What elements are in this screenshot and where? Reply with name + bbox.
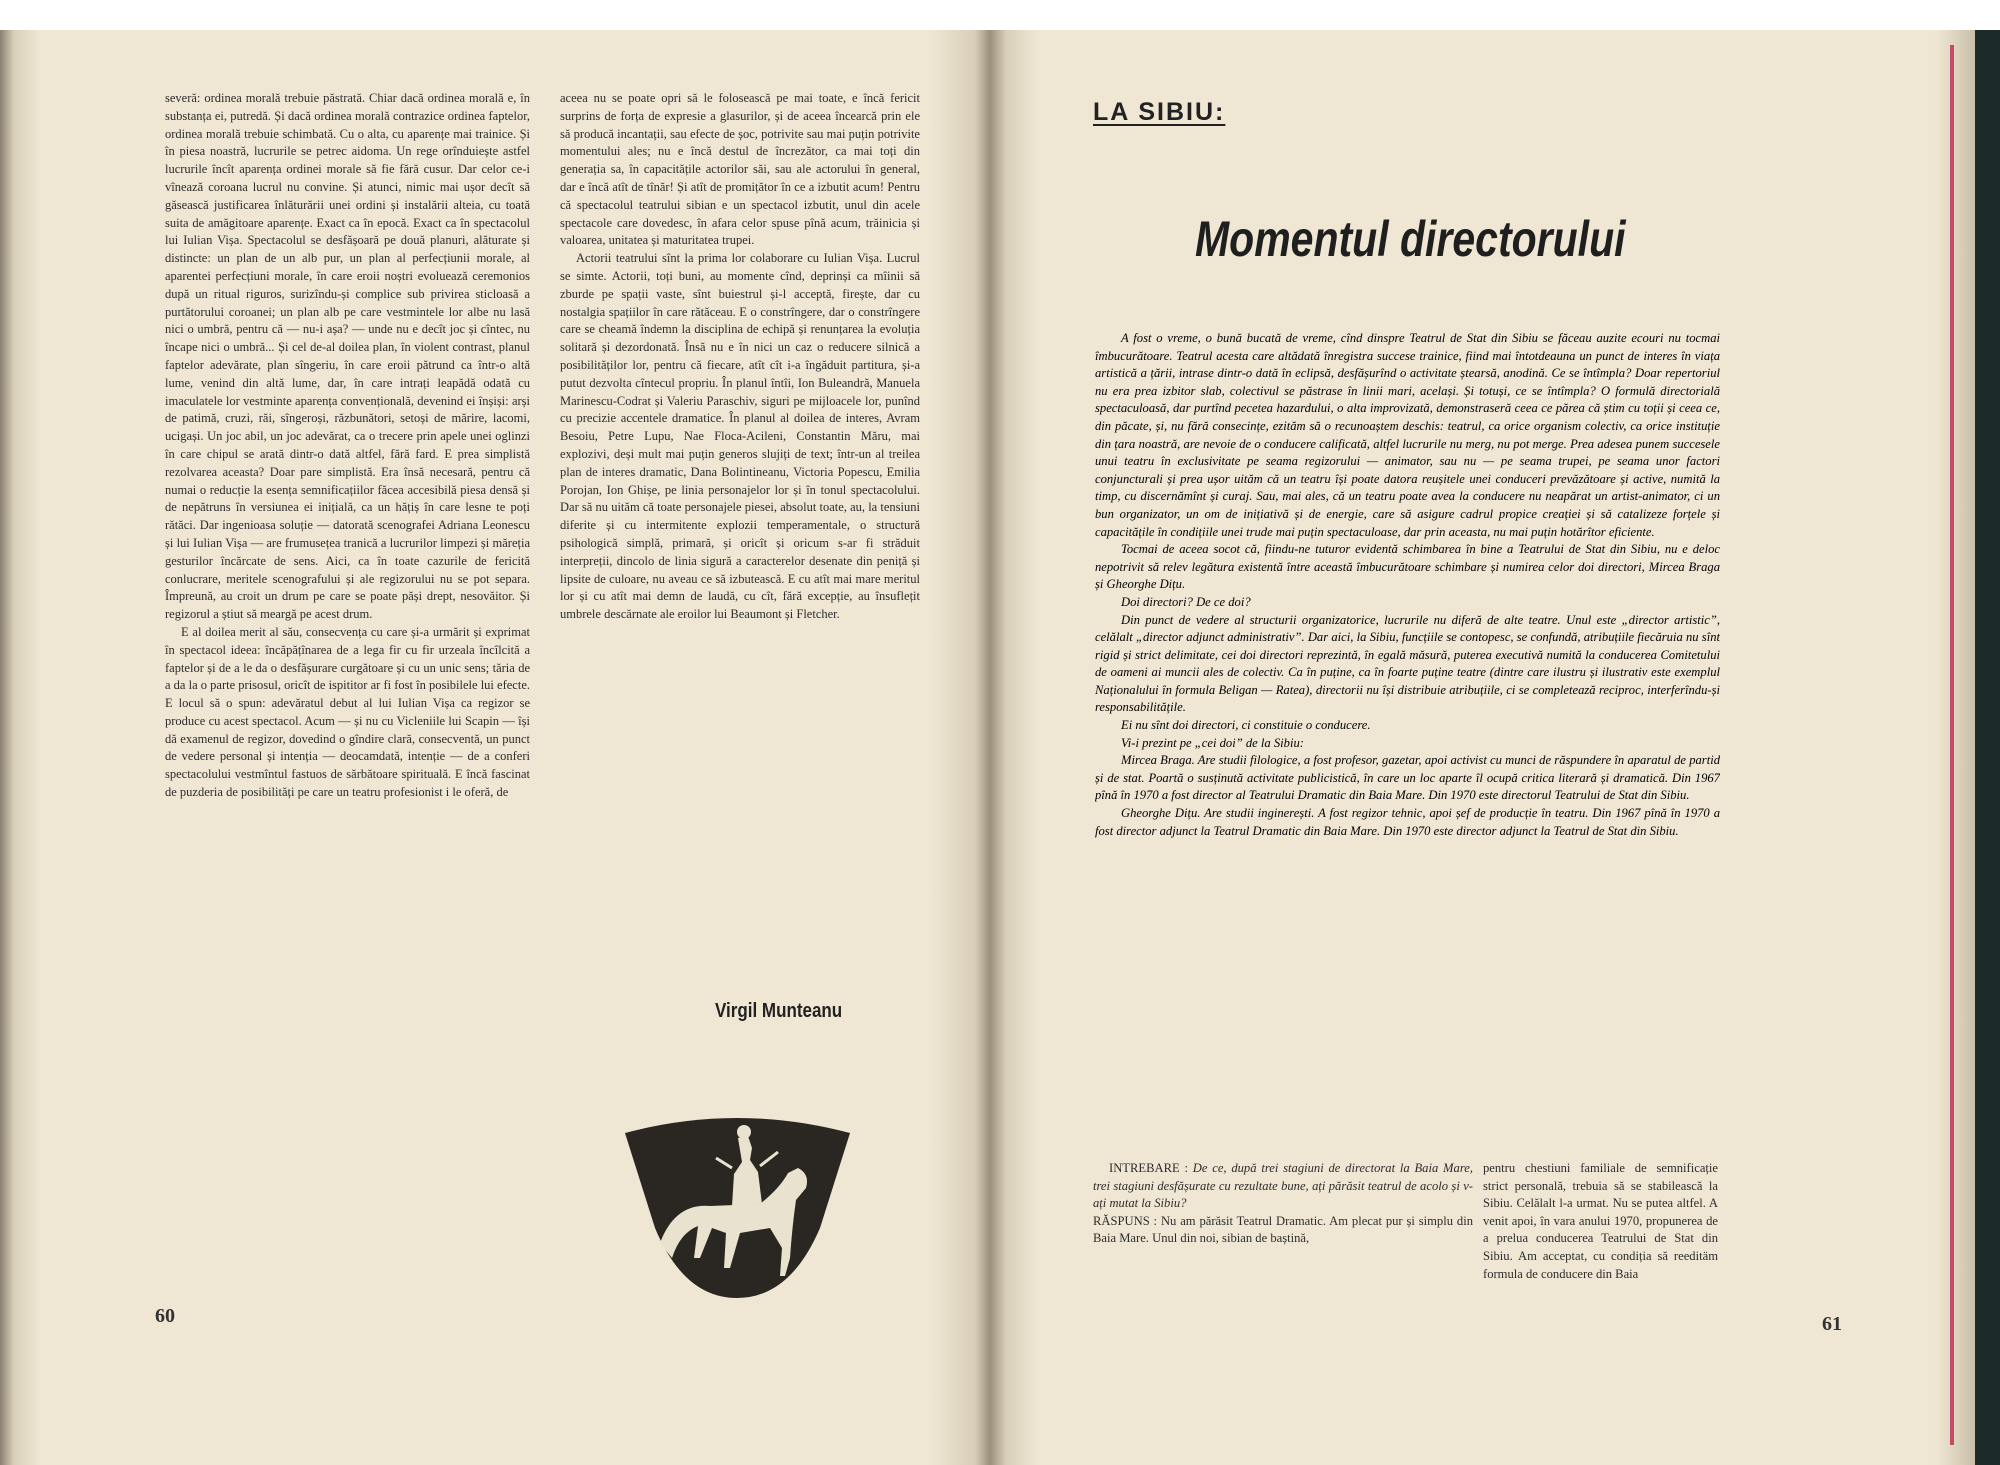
paragraph: Tocmai de aceea socot că, fiindu-ne tuturor evidentă schimbarea în bine a Teatrului de Stat din Sibiu, nu e deloc nepotrivit să relev legătura existentă între această îmbucurătoare schimbare și numirea celor doi directori, Mircea Braga și Gheorghe Dițu. [1095, 542, 1720, 592]
paragraph: Ei nu sînt doi directori, ci constituie o conducere. [1121, 718, 1371, 733]
section-title: LA SIBIU: [1093, 98, 1226, 126]
paragraph: A fost o vreme, o bună bucată de vreme, cînd dinspre Teatrul de Stat din Sibiu se făceau auzite ecouri nu tocmai îmbucurătoare. Teatrul acesta care altădată înregistra succese trainice, fiind mai întotdeauna un punct de interes în viața artistică a țării, intrase dintr-o dată în eclipsă, desfășurînd o activitate ștearsă, anodină. Ce se întîmpla? Doar repertoriul nu era prea izbitor slab, colectivul se păstrase în linii mari, același. Și totuși, ce se întîmpla? O formulă directorială spectaculoasă, dar purtînd pecetea hazardului, o alta improvizată, demonstraseră ceea ce părea că știm cu toții și ceea ce, din păcate, și, nu fără consecințe, ezităm să o recunoaștem deschis: teatrul, ca orice organism colectiv, ca orice instituție din țara noastră, are nevoie de o conducere calificată, altfel lucrurile nu merg, nu pot merge. Prea adesea punem succesele unui teatru în exclusivitate pe seama regizorului — animator, sau nu — pe seama trupei, pe seama unor factori conjuncturali și prea ușor uităm că un teatru își poate datora reușitele unei conduceri prevăzătoare și active, numită la timp, cu discernămînt și curaj. Sau, mai ales, că un teatru poate avea la conducere nu neapărat un artist-animator, ci un bun organizator, un om de inițiativă și de energie, care să asigure cadrul propice creației și să catalizeze forțele și capacitățile în condițiile unei trude mai puțin spectaculoase, dar prin aceasta, nu mai puțin hotărîtor eficiente. [1095, 331, 1720, 539]
background-top [0, 0, 2000, 30]
page-edge-marker [1950, 45, 1954, 1445]
answer-label: RĂSPUNS : [1093, 1213, 1158, 1228]
paragraph: severă: ordinea morală trebuie păstrată. Chiar dacă ordinea morală e, în substanța ei, putredă. Și dacă ordinea morală contrazice ordinea faptelor, ordinea morală trebuie schimbată. Cu o alta, cu aparențe mai trainice. Și în piesa noastră, lucrurile se petrec aidoma. Un rege orînduiește astfel lucrurile încît aparența ordinei morale să fie fără cusur. Dar celor ce-i vînează coroana lucrul nu convine. Și atunci, nimic mai ușor decît să găsească justificarea înlăturării unei ordini și instalării alteia, cu toată suita de amăgitoare aparențe. Exact ca în epocă. Exact ca în spectacolul lui Iulian Vișa. Spectacolul se desfășoară pe două planuri, alăturate și distincte: un plan de un alb pur, un plan al perfecțiunii morale, al aparentei perfecțiuni morale, în care eroii noștri evoluează ceremonios după un ritual riguros, surizîndu-și complice sub privirea sticloasă a purtătorului coroanei; un plan alb pe care vestmintele lor albe nu lasă nici o umbră, pentru că — nu-i așa? — unde nu e decît joc și cîntec, nu încape nici o umbră... Și cel de-al doilea plan, în violent contrast, planul faptelor adevărate, plan sîngeriu, în care eroii pătrund ca într-o altă lume, venind din altă lume, dar, în care intrați leapădă odată cu imaculatele lor vestminte aparența convențională, devenind ei înșiși: arși de patimă, cruzi, răi, sîngeroși, răzbunători, setoși de mărire, lacomi, ucigași. Un joc abil, un joc adevărat, ca o trecere prin apele unei oglinzi în care chipul se arată dintr-o dată altfel, fără fard. E prea simplistă rezolvarea aceasta? Doar pare simplistă. Era însă necesară, pentru că numai o reducție la esența semnificațiilor făcea accesibilă piesa densă și de nepătruns în versiunea ei inițială, ca un hățiș în care lesne te poți rătăci. Dar ingenioasa soluție — datorată scenografei Adriana Leonescu și lui Iulian Vișa — are frumusețea tranică a lucrurilor limpezi și măreția gesturilor încărcate de sens. Aici, ca în toate cazurile de fericită conlucrare, meritele scenografului și ale regizorului nu se pot separa. Împreună, au croit un drum pe care se poate păși drept, nesovăitor. Și regizorul a știut să meargă pe acest drum. [165, 91, 530, 622]
interview-column-2 [1483, 1160, 1718, 1280]
author-signature: Virgil Munteanu [715, 1000, 843, 1022]
paragraph: Gheorghe Dițu. Are studii inginerești. A fost regizor tehnic, apoi șef de producție în teatru. Din 1967 pînă în 1970 a fost director adjunct la Teatrul Dramatic din Baia Mare. Din 1970 este director adjunct la Teatrul de Stat din Sibiu. [1095, 806, 1720, 838]
answer-text: Nu am părăsit Teatrul Dramatic. Am plecat pur și simplu din Baia Mare. Unul din noi, sibian de baștină, [1093, 1213, 1473, 1246]
paragraph: Actorii teatrului sînt la prima lor colaborare cu Iulian Vișa. Lucrul se simte. Actorii, toți buni, au momente cînd, deprinși ca mîinii să zburde pe spații vaste, sînt buiestrul și-l acceptă, firește, dar cu nostalgia spațiilor în care rătăceau. E o constrîngere, dar o constrîngere care se cheamă îndemn la disciplina de echipă și renunțarea la evoluția solitară și dezordonată. Însă nu e în nici un caz o reducere silnică a posibilităților lor, pentru că fiecare, atît cît i-a îngăduit partitura, și-a putut dezvolta cîntecul propriu. În planul întîi, Ion Buleandră, Manuela Marinescu-Codrat și Valeriu Paraschiv, siguri pe mijloacele lor, punînd cu precizie accentele dramatice. În planul al doilea de interes, Avram Besoiu, Petre Lupu, Nae Floca-Acileni, Constantin Măru, mai explozivi, deși mult mai puțin generos slujiți de text; într-un al treilea plan de interes dramatic, Dana Bolintineanu, Victoria Popescu, Emilia Porojan, Ion Ghișe, pe linia personajelor lor și în tonul spectacolului. Dar să nu uităm că toate personajele piesei, absolut toate, au, la tensiuni diferite și cu intermitente explozii temperamentale, o structură psihologică simplă, primară, și oricît și oricum s-ar fi străduit interpreții, dincolo de linia sigură a caracterelor desenate din peniță și lipsite de culoare, nu aveau ce să izbutească. E cu atît mai mare meritul lor și cu atît mai demn de laudă, cu cît, fără excepție, au însuflețit umbrele descărnate ale eroilor lui Beaumont și Fletcher. [560, 251, 920, 622]
greek-vase-fragment-icon [620, 1108, 855, 1303]
left-column-1 [165, 90, 530, 1275]
paragraph: aceea nu se poate opri să le folosească pe mai toate, e încă fericit surprins de forța de expresie a glasurilor, și de aceea încearcă prin ele să producă incantații, sau efecte de șoc, potrivite sau mai puțin potrivite momentului ales; nu e încă destul de încrezător, ca mai toți din generația sa, în capacitățile actorilor săi, sau ale actorului în general, dar e încă atît de tînăr! Și atît de promițător în ce a izbutit acum! Pentru că spectacolul teatrului sibian e un spectacol izbutit, unul din acele spectacole care dovedesc, în afara celor spuse pînă acum, trăinicia și valoarea, unitatea și maturitatea trupei. [560, 91, 920, 248]
article-intro [1095, 330, 1720, 1110]
page-number: 60 [155, 1305, 175, 1327]
paragraph: Mircea Braga. Are studii filologice, a fost profesor, gazetar, apoi activist cu munci de răspundere în aparatul de partid și de stat. Poartă o susținută activitate publicistică, în care un loc aparte îl ocupă critica literară și dramatică. Din 1967 pînă în 1970 a fost director al Teatrului Dramatic din Baia Mare. Din 1970 este directorul Teatrului de Stat din Sibiu. [1095, 753, 1720, 803]
question-label: INTREBARE : [1109, 1161, 1188, 1175]
question-text: De ce, după trei stagiuni de directorat la Baia Mare, trei stagiuni desfășurate cu rezultate bune, ați părăsit teatrul de acolo și v-ați mutat la Sibiu? [1093, 1161, 1473, 1211]
paragraph: Vi-i prezint pe „cei doi” de la Sibiu: [1121, 735, 1304, 750]
paragraph: Din punct de vedere al structurii organizatorice, lucrurile nu diferă de alte teatre. Unul este „director artistic”, celălalt „director adjunct administrativ”. Dar aici, la Sibiu, funcțiile se contopesc, se confundă, atribuțiile fiecăruia nu sînt rigid și strict delimitate, cei doi directori reprezintă, în egală măsură, puterea executivă numită la conducerea Comitetului de oameni ai muncii ales de colectiv. Ca în puține, ca în foarte puține teatre (dintre care ilustru și ilustrativ este exemplul Naționalului în formula Beligan — Ratea), directorii nu își distribuie atribuțiile, ci se completează reciproc, interferîndu-și responsabilitățile. [1095, 612, 1720, 715]
page-number: 61 [1822, 1313, 1842, 1335]
paragraph: E al doilea merit al său, consecvența cu care și-a urmărit și exprimat în spectacol ideea: încăpățînarea de a lega fir cu fir urzeala încîlcită a faptelor și de a le da o desfășurare curgătoare și cu un unic sens; tăria de a da la o parte prisosul, oricît de ispititor ar fi fost în posibilele lui efecte. E locul să o spun: adevăratul debut al lui Iulian Vișa ca regizor se produce cu acest spectacol. Acum — și nu cu Vicleniile lui Scapin — își dă examenul de regizor, dovedind o gîndire clară, consecventă, un punct de vedere personal și intenția — deocamdată, intenție — de a conferi spectacolului vestmîntul fastuos de sărbătoare spirituală. E încă fascinat de puzderia de posibilități pe care un teatru profesionist i le oferă, de [165, 624, 530, 800]
paragraph: Doi directori? De ce doi? [1121, 594, 1251, 609]
paragraph: pentru chestiuni familiale de semnificație strict personală, trebuia să se stabilească la Sibiu. Celălalt l-a urmat. Nu se putea altfel. A venit apoi, în vara anului 1970, propunerea de a prelua conducerea Teatrului de Stat din Sibiu. Am acceptat, cu condiția să reeditäm formula de conducere din Baia [1483, 1161, 1718, 1281]
left-column-2 [560, 90, 920, 990]
article-headline: Momentul directorului [1195, 211, 1626, 267]
interview-column-1 [1093, 1160, 1473, 1280]
